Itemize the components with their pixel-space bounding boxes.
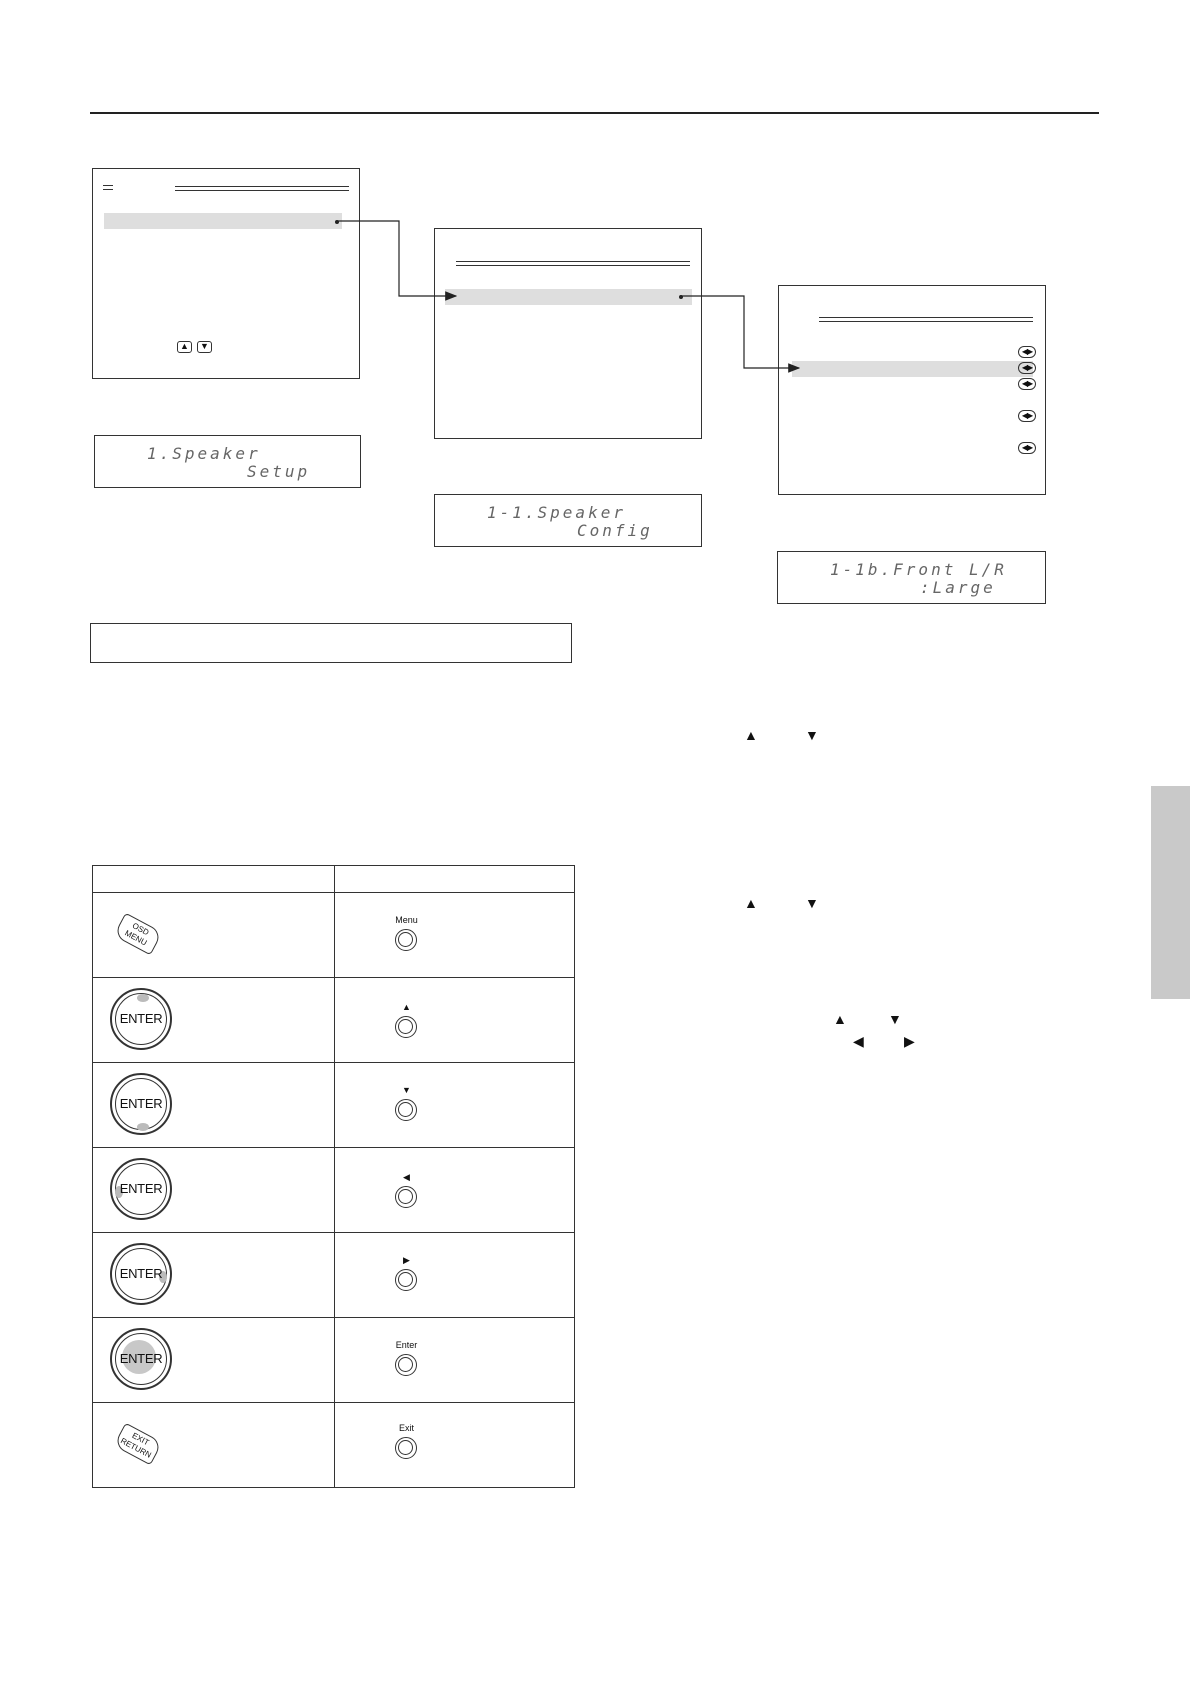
- display-line-2: :Large: [920, 578, 996, 597]
- display-line-1: 1-1b.Front L/R: [830, 560, 1007, 579]
- up-arrow-glyph: ▲: [744, 727, 758, 743]
- display-line-2: Config: [577, 521, 653, 540]
- enter-dial-down[interactable]: ENTER: [110, 1073, 172, 1135]
- table-row: [93, 1148, 575, 1233]
- left-button[interactable]: [395, 1186, 417, 1208]
- remote-cell: [93, 1063, 335, 1148]
- left-button-label: ◀: [403, 1172, 410, 1182]
- table-row: [93, 893, 575, 978]
- unit-cell: [335, 1233, 575, 1318]
- exit-button-label: Exit: [398, 1423, 414, 1433]
- down-key-icon: ▼: [197, 341, 212, 353]
- left-right-adjust-icon: ◀▶: [1018, 442, 1036, 454]
- front-display-3: [777, 551, 1046, 604]
- button-correspondence-table: [92, 865, 575, 1488]
- header-cell-unit: [335, 866, 575, 893]
- table-row: [93, 1233, 575, 1318]
- enter-button[interactable]: [395, 1354, 417, 1376]
- down-arrow-glyph: ▼: [888, 1011, 902, 1027]
- unit-cell: [335, 1403, 575, 1488]
- connector-arrow-2: [680, 296, 799, 368]
- remote-cell: [93, 1233, 335, 1318]
- up-button-label: ▲: [402, 1002, 411, 1012]
- remote-cell: [93, 1403, 335, 1488]
- down-arrow-glyph: ▼: [805, 727, 819, 743]
- right-button[interactable]: [395, 1269, 417, 1291]
- unit-cell: [335, 893, 575, 978]
- up-arrow-glyph: ▲: [833, 1011, 847, 1027]
- remote-cell: [93, 1318, 335, 1403]
- front-display-2: [434, 494, 702, 547]
- left-right-adjust-icon: ◀▶: [1018, 346, 1036, 358]
- enter-dial-up[interactable]: ENTER: [110, 988, 172, 1050]
- enter-dial-left[interactable]: ENTER: [110, 1158, 172, 1220]
- display-line-2: Setup: [247, 462, 311, 481]
- down-arrow-glyph: ▼: [805, 895, 819, 911]
- display-line-1: 1.Speaker: [147, 444, 261, 463]
- right-button-label: ▶: [403, 1255, 410, 1265]
- up-button[interactable]: [395, 1016, 417, 1038]
- note-box: [90, 623, 572, 663]
- table-row: [93, 1318, 575, 1403]
- header-cell-remote: [93, 866, 335, 893]
- table-row: [93, 978, 575, 1063]
- menu-button-label: Menu: [395, 915, 418, 925]
- table-row: [93, 1063, 575, 1148]
- unit-cell: [335, 1318, 575, 1403]
- left-arrow-glyph: ◀: [853, 1033, 864, 1049]
- unit-cell: [335, 1148, 575, 1233]
- up-key-icon: ▲: [177, 341, 192, 353]
- osd-menu-button[interactable]: OSD MENU: [113, 913, 162, 956]
- right-arrow-glyph: ▶: [904, 1033, 915, 1049]
- remote-cell: [93, 1148, 335, 1233]
- enter-dial-center[interactable]: ENTER: [110, 1328, 172, 1390]
- remote-cell: [93, 893, 335, 978]
- menu-button[interactable]: [395, 929, 417, 951]
- left-right-adjust-icon: ◀▶: [1018, 362, 1036, 374]
- up-arrow-glyph: ▲: [744, 895, 758, 911]
- remote-cell: [93, 978, 335, 1063]
- enter-dial-right[interactable]: ENTER: [110, 1243, 172, 1305]
- table-header-row: [93, 866, 575, 893]
- down-button[interactable]: [395, 1099, 417, 1121]
- display-line-1: 1-1.Speaker: [487, 503, 626, 522]
- table-row: [93, 1403, 575, 1488]
- unit-cell: [335, 978, 575, 1063]
- connector-arrow-1: [337, 221, 456, 296]
- enter-button-label: Enter: [395, 1340, 418, 1350]
- exit-button[interactable]: [395, 1437, 417, 1459]
- left-right-adjust-icon: ◀▶: [1018, 410, 1036, 422]
- section-side-tab: [1151, 786, 1190, 999]
- unit-cell: [335, 1063, 575, 1148]
- left-right-adjust-icon: ◀▶: [1018, 378, 1036, 390]
- exit-return-button[interactable]: EXIT RETURN: [113, 1423, 162, 1466]
- down-button-label: ▼: [402, 1085, 411, 1095]
- front-display-1: [94, 435, 361, 488]
